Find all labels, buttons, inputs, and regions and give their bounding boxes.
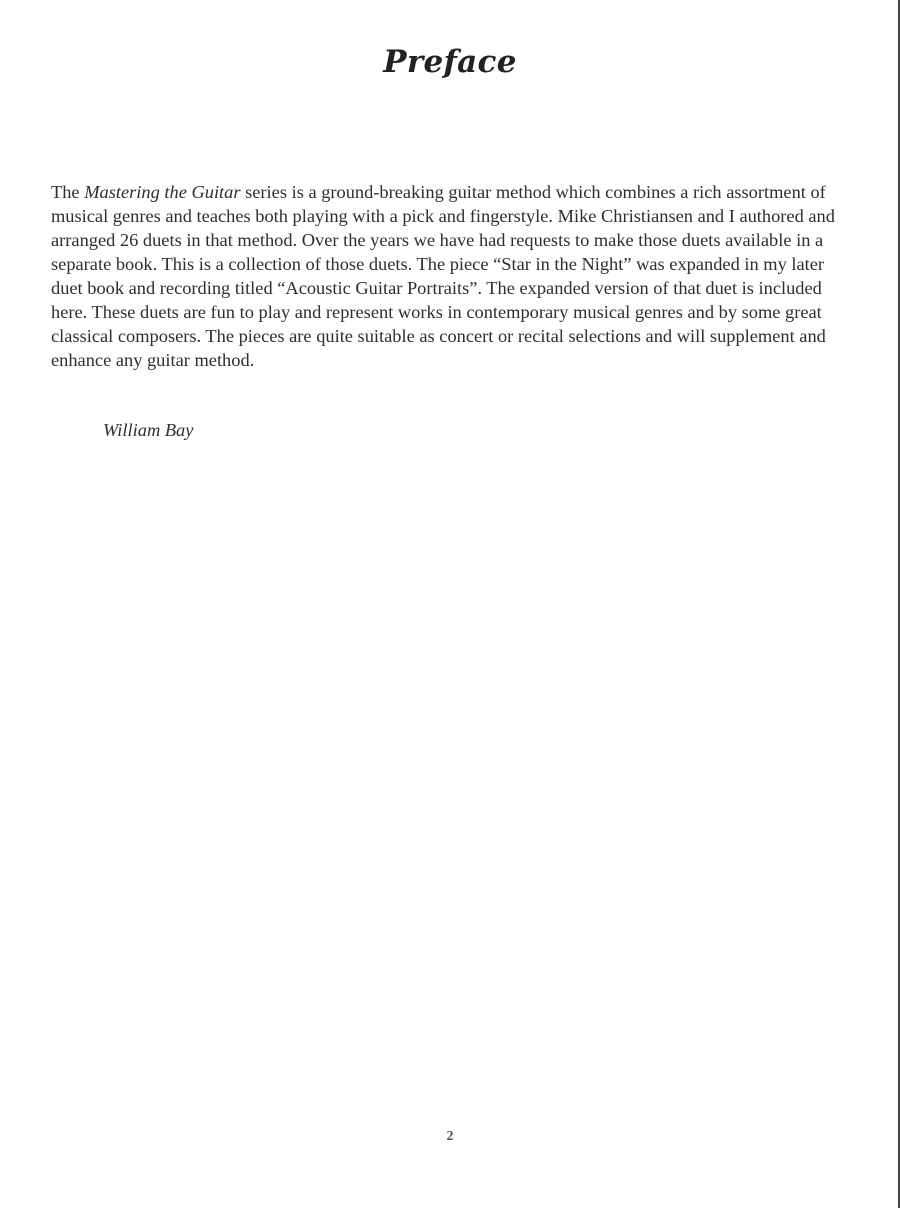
book-title: Mastering the Guitar: [84, 182, 241, 202]
page-title: Preface: [383, 44, 517, 80]
paragraph-body: series is a ground-breaking guitar method which combines a rich assortment of musical genres and teaches both playing with a pick and fingerstyle. Mike Christiansen and I authored and arranged 26 duets in that method. Over the years we have had requests to make those duets available in a separate book. This is a collection of those duets. The piece “Star in the Night” was expanded in my later duet book and recording titled “Acoustic Guitar Portraits”. The expanded version of that duet is included here. These duets are fun to play and represent works in contemporary musical genres and by some great classical composers. The pieces are quite suitable as concert or recital selections and will supplement and enhance any guitar method.: [51, 182, 835, 370]
page-number: 2: [446, 1129, 454, 1144]
author-signature: William Bay: [103, 420, 194, 440]
preface-paragraph: [51, 180, 851, 372]
paragraph-intro: The: [51, 182, 85, 202]
